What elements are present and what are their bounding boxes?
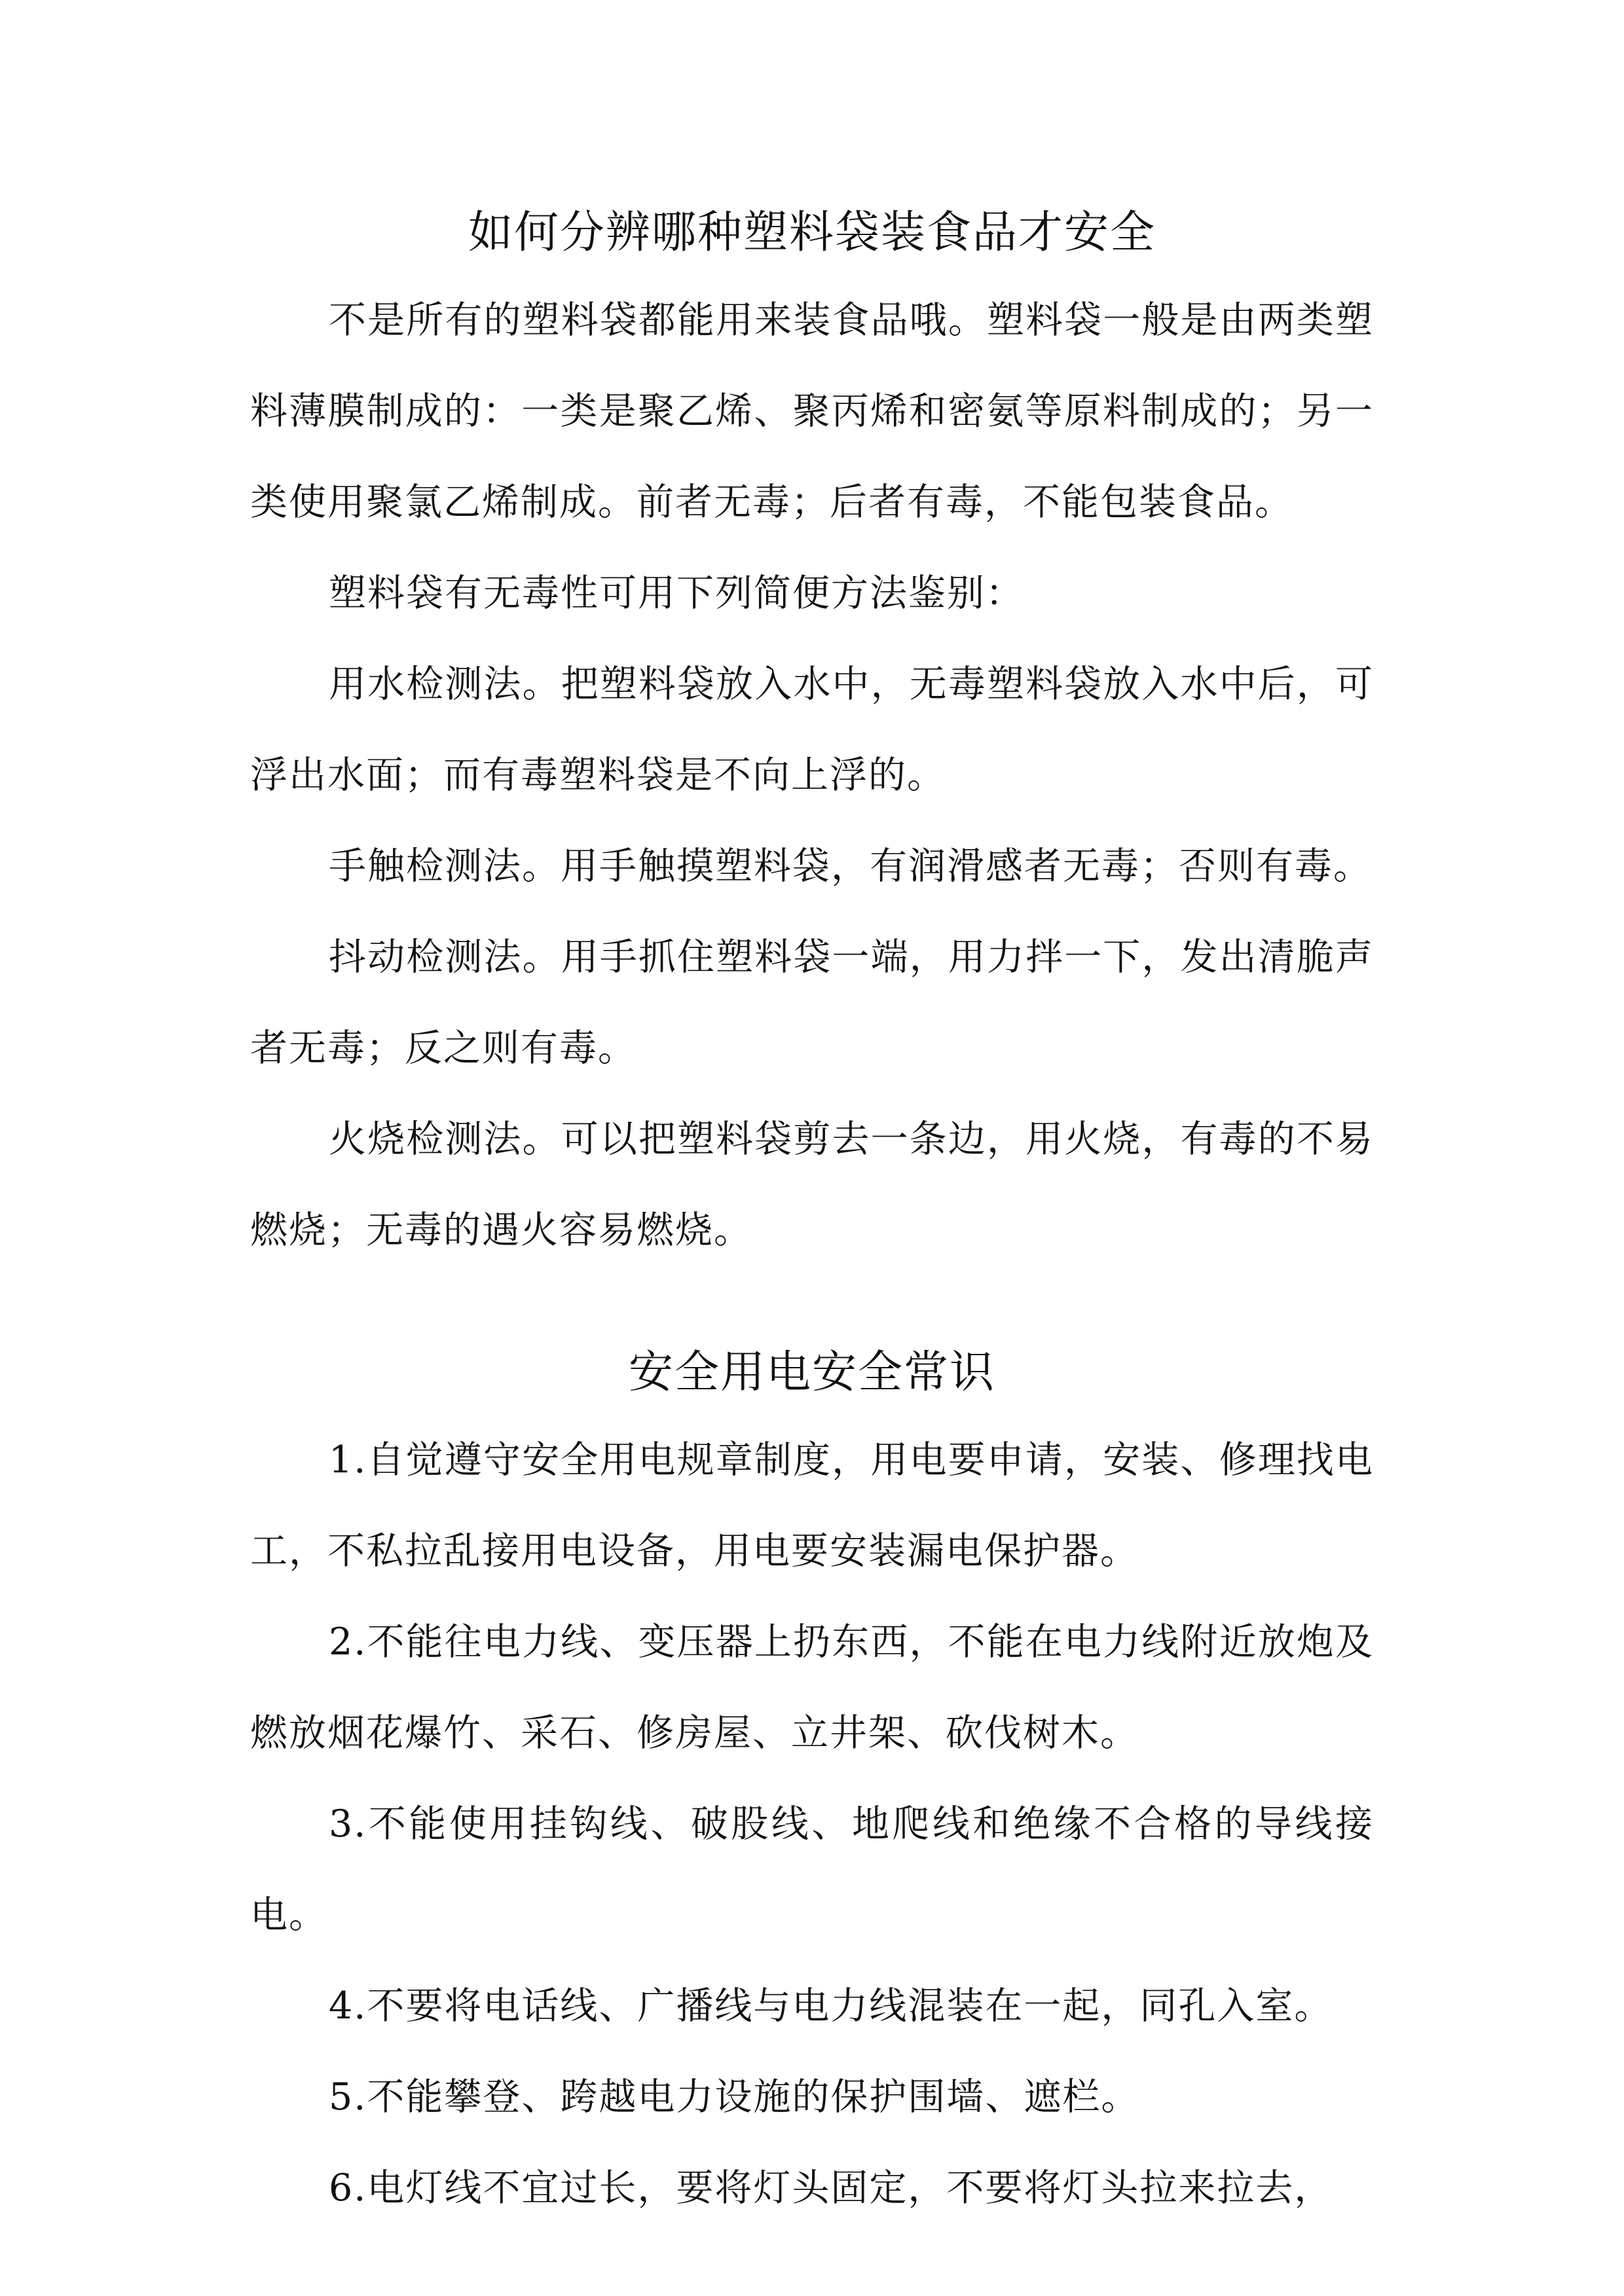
paragraph: 不是所有的塑料袋都能用来装食品哦。塑料袋一般是由两类塑料薄膜制成的：一类是聚乙烯、聚丙烯和密氨等原料制成的；另一类使用聚氯乙烯制成。前者无毒；后者有毒，不能包装食品。 bbox=[250, 299, 1374, 524]
article-title-electricity-safety: 安全用电安全常识 bbox=[628, 1347, 995, 1398]
list-item: 2.不能往电力线、变压器上扔东西，不能在电力线附近放炮及燃放烟花爆竹、采石、修房屋、立井架、砍伐树木。 bbox=[250, 1620, 1374, 1755]
paragraph: 火烧检测法。可以把塑料袋剪去一条边，用火烧，有毒的不易燃烧；无毒的遇火容易燃烧。 bbox=[250, 1118, 1374, 1252]
list-item: 6.电灯线不宜过长，要将灯头固定，不要将灯头拉来拉去， bbox=[329, 2166, 1333, 2210]
list-item: 5.不能攀登、跨越电力设施的保护围墙、遮栏。 bbox=[329, 2075, 1140, 2119]
plastic-bag-article bbox=[250, 196, 1374, 1276]
document-content bbox=[250, 196, 1374, 2234]
paragraph: 用水检测法。把塑料袋放入水中，无毒塑料袋放入水中后，可浮出水面；而有毒塑料袋是不向上浮的。 bbox=[250, 663, 1374, 797]
electricity-safety-article bbox=[250, 1336, 1374, 2234]
section-divider-space bbox=[250, 1276, 1374, 1336]
paragraph: 塑料袋有无毒性可用下列简便方法鉴别： bbox=[329, 572, 1024, 615]
article-title-plastic-bags: 如何分辨哪种塑料袋装食品才安全 bbox=[468, 207, 1156, 259]
list-item: 1.自觉遵守安全用电规章制度，用电要申请，安装、修理找电工，不私拉乱接用电设备，用电要安装漏电保护器。 bbox=[250, 1438, 1374, 1573]
paragraph: 手触检测法。用手触摸塑料袋，有润滑感者无毒；否则有毒。 bbox=[329, 845, 1372, 888]
paragraph: 抖动检测法。用手抓住塑料袋一端，用力拌一下，发出清脆声者无毒；反之则有毒。 bbox=[250, 936, 1374, 1070]
list-item: 3.不能使用挂钩线、破股线、地爬线和绝缘不合格的导线接电。 bbox=[250, 1802, 1374, 1937]
list-item: 4.不要将电话线、广播线与电力线混装在一起，同孔入室。 bbox=[329, 1984, 1333, 2028]
